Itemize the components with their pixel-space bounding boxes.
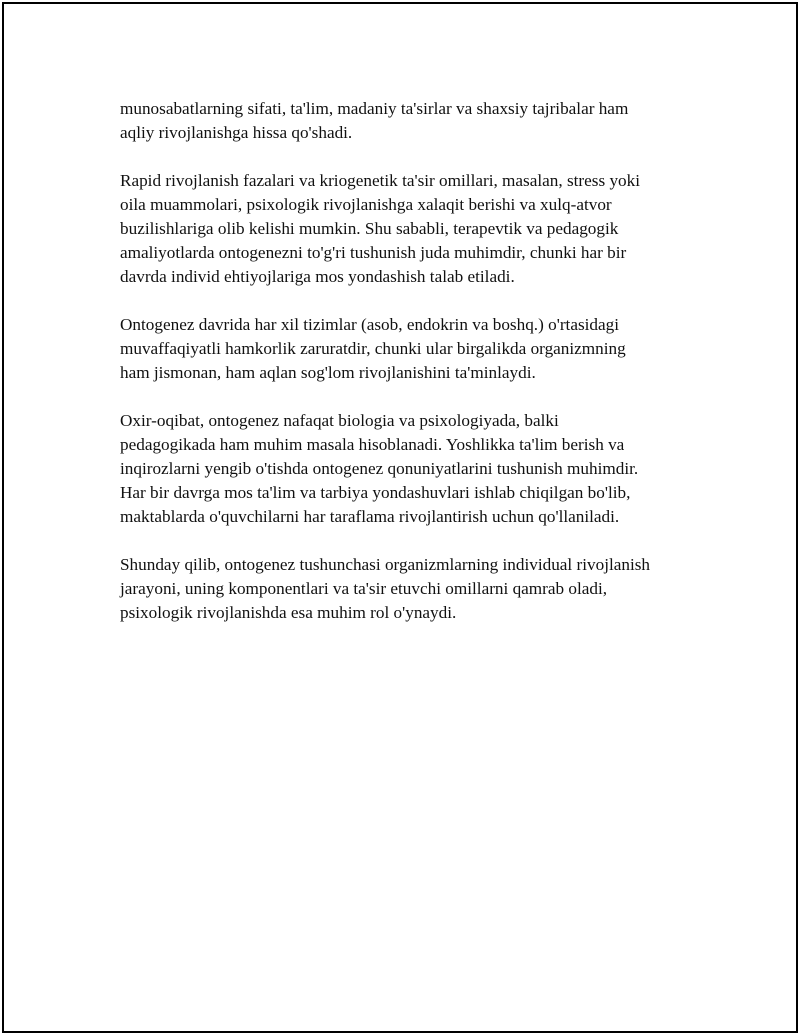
text-line: jarayoni, uning komponentlari va ta'sir etuvchi omillarni qamrab oladi,: [120, 579, 608, 598]
text-line: munosabatlarning sifati, ta'lim, madaniy ta'sirlar va shaxsiy tajribalar ham: [120, 99, 629, 118]
paragraph-4: [120, 409, 700, 529]
document-page: [2, 2, 798, 1033]
text-line: inqirozlarni yengib o'tishda ontogenez qonuniyatlarini tushunish muhimdir.: [120, 459, 639, 478]
text-line: buzilishlariga olib kelishi mumkin. Shu sababli, terapevtik va pedagogik: [120, 219, 619, 238]
text-line: pedagogikada ham muhim masala hisoblanadi. Yoshlikka ta'lim berish va: [120, 435, 625, 454]
text-line: ham jismonan, ham aqlan sog'lom rivojlanishini ta'minlaydi.: [120, 363, 536, 382]
document-body: [120, 97, 700, 649]
text-line: amaliyotlarda ontogenezni to'g'ri tushunish juda muhimdir, chunki har bir: [120, 243, 627, 262]
text-line: Ontogenez davrida har xil tizimlar (asob, endokrin va boshq.) o'rtasidagi: [120, 315, 619, 334]
text-line: Rapid rivojlanish fazalari va kriogenetik ta'sir omillari, masalan, stress yoki: [120, 171, 641, 190]
text-line: oila muammolari, psixologik rivojlanishga xalaqit berishi va xulq-atvor: [120, 195, 612, 214]
text-line: Oxir-oqibat, ontogenez nafaqat biologia va psixologiyada, balki: [120, 411, 559, 430]
text-line: psixologik rivojlanishda esa muhim rol o'ynaydi.: [120, 603, 457, 622]
paragraph-3: [120, 313, 700, 385]
text-line: Har bir davrga mos ta'lim va tarbiya yondashuvlari ishlab chiqilgan bo'lib,: [120, 483, 631, 502]
paragraph-1: [120, 97, 700, 145]
paragraph-2: [120, 169, 700, 289]
text-line: davrda individ ehtiyojlariga mos yondashish talab etiladi.: [120, 267, 515, 286]
text-line: muvaffaqiyatli hamkorlik zaruratdir, chunki ular birgalikda organizmning: [120, 339, 626, 358]
paragraph-5: [120, 553, 700, 625]
text-line: maktablarda o'quvchilarni har taraflama rivojlantirish uchun qo'llaniladi.: [120, 507, 620, 526]
text-line: aqliy rivojlanishga hissa qo'shadi.: [120, 123, 353, 142]
text-line: Shunday qilib, ontogenez tushunchasi organizmlarning individual rivojlanish: [120, 555, 651, 574]
